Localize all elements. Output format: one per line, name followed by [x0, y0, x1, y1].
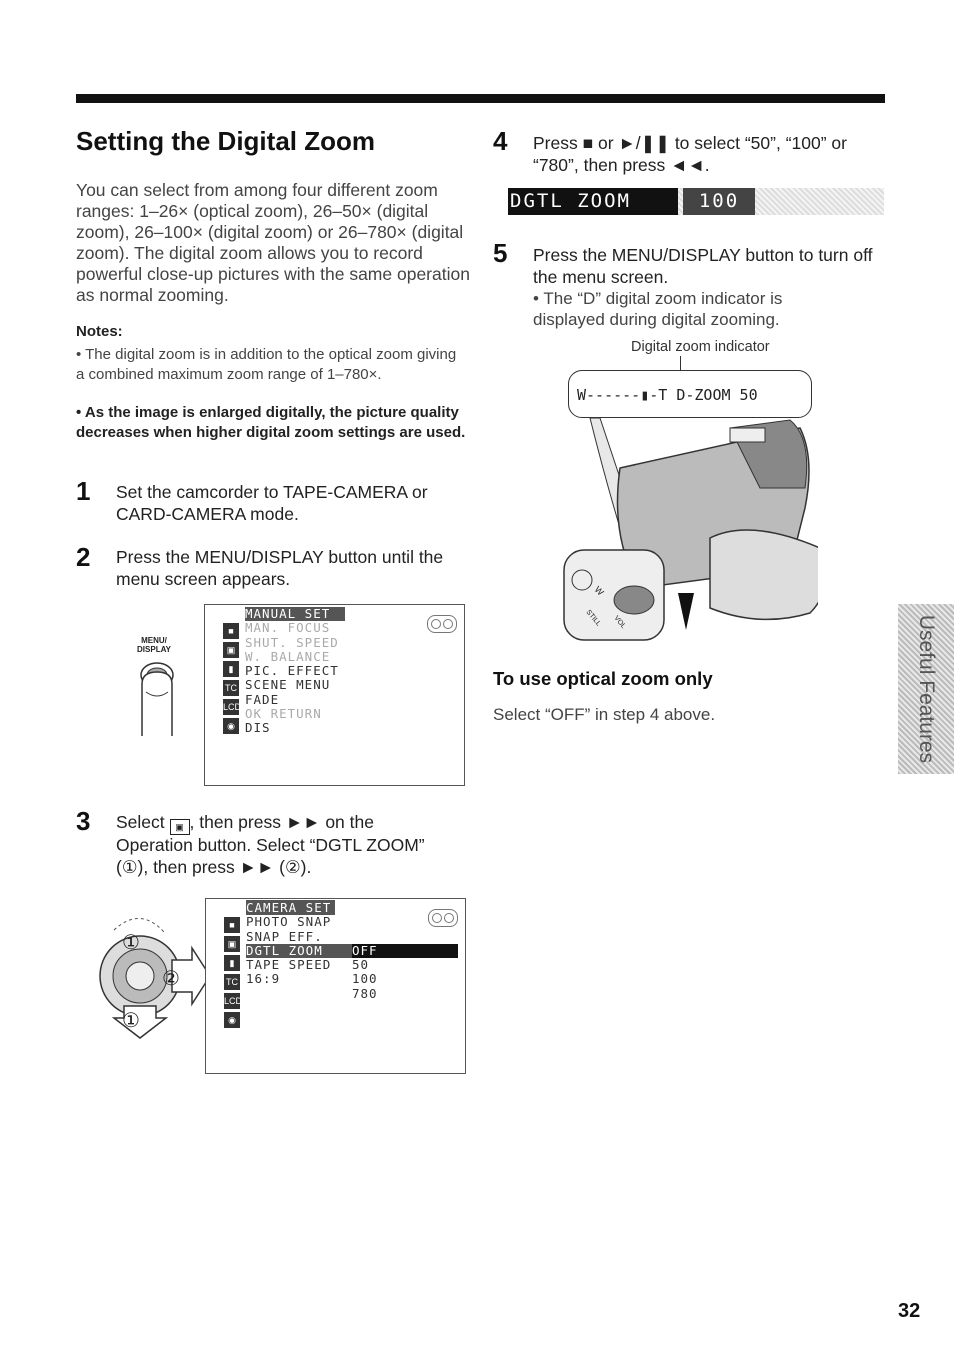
menu-item: 16:9 [246, 971, 281, 987]
zoom-display-label: DGTL ZOOM [508, 188, 678, 215]
zoom-display-value: 100 [683, 188, 755, 215]
tape-cassette-icon [428, 909, 458, 927]
dial-letter-still: STILL [584, 608, 602, 628]
menu-item: OK RETURN [245, 706, 322, 722]
tc-icon: TC [224, 974, 240, 990]
zoom-indicator-readout: W------▮-T D-ZOOM 50 [568, 370, 812, 418]
menu-item: DIS [245, 720, 271, 736]
menu-item-selected: DGTL ZOOM OFF [246, 944, 458, 958]
manual-set-screen [204, 604, 465, 786]
menu-item: PHOTO SNAP [246, 914, 332, 930]
menu-item: TAPE SPEED [246, 957, 332, 973]
menu-item: PIC. EFFECT [245, 663, 339, 679]
setup-icon: ◉ [224, 1012, 240, 1028]
option-value: 780 [352, 985, 378, 1001]
lcd-icon: LCD [224, 993, 240, 1009]
camera-menu-header: CAMERA SET [246, 900, 335, 915]
menu-item: W. BALANCE [245, 648, 331, 664]
digital-zoom-display [508, 188, 884, 215]
page-number: 32 [898, 1300, 921, 1322]
step-3-number: 3 [76, 806, 91, 836]
lcd-icon: LCD [223, 699, 239, 715]
camera-menu-list [246, 901, 458, 1001]
dial-label-1-bottom: ① [122, 1010, 140, 1032]
option-value: 100 [352, 971, 378, 987]
operation-button-illustration [84, 910, 214, 1046]
indicator-caption: Digital zoom indicator [631, 339, 770, 355]
menu-item: MAN. FOCUS [245, 620, 331, 636]
step-3-text: Select ▣ , then press ►► on the Operation button. Select “DGTL ZOOM” (①), then press ►► (②). [116, 812, 425, 877]
menu-display-label: MENU/ DISPLAY [137, 636, 171, 654]
tc-icon: TC [223, 680, 239, 696]
step-2-number: 2 [76, 542, 91, 572]
camera-set-screen [205, 898, 466, 1074]
top-rule [76, 94, 885, 103]
dial-letter-vol: VOL [612, 614, 627, 631]
dial-label-1-top: ① [122, 932, 140, 954]
card-icon: ▣ [224, 936, 240, 952]
section-side-tab-label: Useful Features [915, 614, 938, 764]
optical-zoom-text: Select “OFF” in step 4 above. [493, 705, 716, 724]
menu-icon-column [224, 917, 242, 1031]
section-side-tab [898, 604, 954, 774]
camera-icon: ■ [224, 917, 240, 933]
finger-press-illustration [130, 656, 186, 738]
camera-icon: ■ [223, 623, 239, 639]
step-5-sub: • The “D” digital zoom indicator is displayed during digital zooming. [533, 289, 783, 329]
note-1: • The digital zoom is in addition to the optical zoom giving a combined maximum zoom range of 1–780×. [76, 346, 457, 383]
step-2-text: Press the MENU/DISPLAY button until the menu screen appears. [116, 547, 444, 589]
page-title: Setting the Digital Zoom [76, 126, 375, 156]
intro-paragraph: You can select from among four different zoom ranges: 1–26× (optical zoom), 26–50× (digital zoom), 26–100× (digital zoom) or 26–780× (digital zoom). The digital zoom allows you to record powerful close-up pictures with the same operation as normal zooming. [76, 180, 470, 305]
dial-letter-w: W [592, 584, 606, 598]
tape-cassette-icon [427, 615, 457, 633]
setup-icon: ◉ [223, 718, 239, 734]
menu-item: SCENE MENU [245, 677, 331, 693]
step-1-text: Set the camcorder to TAPE-CAMERA or CARD-CAMERA mode. [116, 482, 428, 524]
manual-menu-list [245, 607, 345, 736]
tape-mode-icon: ▮ [223, 661, 239, 677]
option-value: 50 [352, 957, 370, 973]
step-4-text: Press ■ or ►/❚❚ to select “50”, “100” or “780”, then press ◄◄. [533, 133, 847, 175]
dial-label-2: ② [162, 968, 180, 990]
notes-heading: Notes: [76, 323, 123, 340]
menu-item: FADE [245, 691, 280, 707]
step-1-number: 1 [76, 476, 91, 506]
menu-item: SNAP EFF. [246, 928, 323, 944]
menu-item: SHUT. SPEED [245, 634, 339, 650]
step-4-number: 4 [493, 126, 508, 156]
card-icon: ▣ [223, 642, 239, 658]
tape-mode-icon: ▮ [224, 955, 240, 971]
step-5-number: 5 [493, 238, 508, 268]
manual-menu-header: MANUAL SET [245, 607, 345, 621]
optical-zoom-heading: To use optical zoom only [493, 668, 713, 689]
menu-icon-column [223, 623, 241, 737]
step-5-text: Press the MENU/DISPLAY button to turn off the menu screen. [533, 245, 873, 287]
note-2: • As the image is enlarged digitally, the picture quality decreases when higher digital zoom settings are used. [76, 404, 466, 441]
card-camera-icon: ▣ [170, 819, 190, 835]
